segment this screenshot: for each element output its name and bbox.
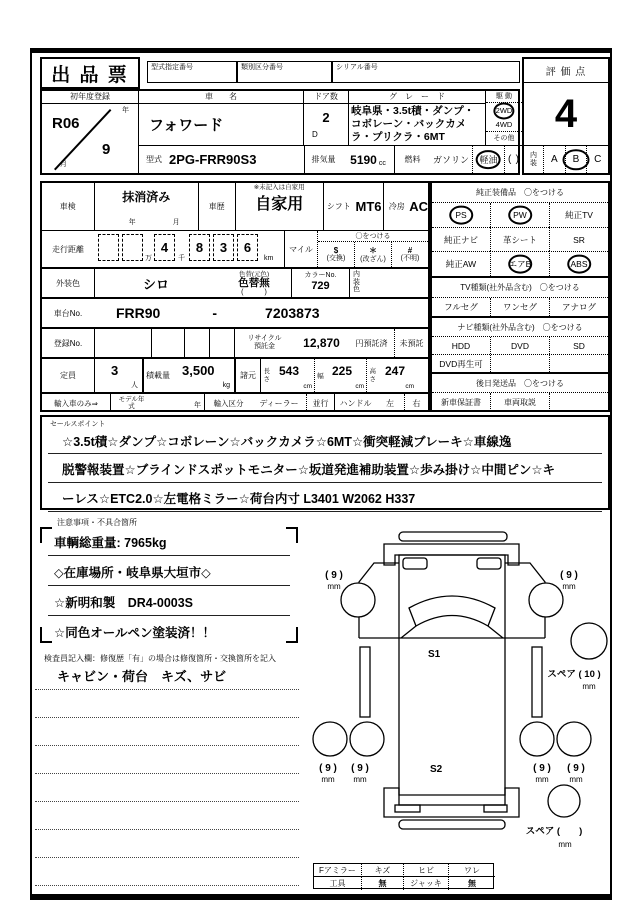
notes-line-3: ☆新明和製 DR4-0003S xyxy=(48,586,290,616)
notes-line-2: ◇在庫場所・岐阜県大垣市◇ xyxy=(48,556,290,586)
rail-left xyxy=(360,647,370,717)
entry-line xyxy=(35,717,299,718)
detail-table xyxy=(40,181,430,412)
spec-label: 諸元 xyxy=(240,371,256,380)
equipment-title: 純正装備品 〇をつける xyxy=(476,188,564,197)
class-division-box xyxy=(237,61,332,83)
cab-cutout-right xyxy=(477,558,501,569)
rear-bumper xyxy=(384,788,519,817)
serial-number-label: シリアル番号 xyxy=(336,64,378,71)
mileage-man-unit: 万 xyxy=(145,255,152,263)
sales-line-2: 脱警報装置☆ブラインドスポットモニター☆坂道発進補助装置☆歩み掛け☆中間ピン☆キ xyxy=(48,454,602,483)
equip-tv: 純正TV xyxy=(565,210,593,220)
front-bar xyxy=(399,532,507,541)
grade-value: 岐阜県・3.5t積・ダンプ・コボレーン・バックカメラ・プリクラ・6MT xyxy=(351,105,475,144)
sales-line-1: ☆3.5t積☆ダンプ☆コボレーン☆バックカメラ☆6MT☆衝突軽減ブレーキ☆車線逸 xyxy=(48,429,602,454)
length-label: 長さ xyxy=(263,368,270,383)
fuel-gasoline: ガソリン xyxy=(432,155,469,165)
notes-title: 注意事項・不具合箇所 xyxy=(57,518,137,527)
mark-exchange-symbol: $ xyxy=(333,246,339,256)
doors-label: ドア数 xyxy=(304,91,348,104)
load-label: 積載量 xyxy=(146,371,170,380)
drive-label: 駆 動 xyxy=(486,91,522,103)
model-year-unit: 年 xyxy=(194,402,201,410)
capacity-unit: 人 xyxy=(131,382,138,390)
entry-line xyxy=(35,801,299,802)
import-dealer: ディーラー xyxy=(259,398,299,408)
import-parallel: 並行 xyxy=(312,398,329,408)
main-info-table xyxy=(40,89,520,175)
rear-bar xyxy=(399,820,505,829)
section-s1-label: S1 xyxy=(428,649,441,660)
sheet-title-box xyxy=(40,57,140,89)
cab-cutout-left xyxy=(403,558,427,569)
height-value: 247 xyxy=(385,364,406,378)
length-cm: cm xyxy=(303,383,312,390)
mark-tamper-symbol: ＊ xyxy=(369,246,377,256)
chassis-dash: - xyxy=(212,305,218,321)
model-year-label: モデル年式 xyxy=(118,395,145,410)
load-unit: kg xyxy=(222,382,230,390)
regno-box xyxy=(94,329,151,357)
fuel-label: 燃料 xyxy=(404,155,421,164)
tread-rear-right-outer-mm: mm xyxy=(569,775,583,784)
entry-line xyxy=(35,857,299,858)
displacement-unit: cc xyxy=(378,159,386,167)
regno-label: 登録No. xyxy=(53,338,83,348)
model-code-label: 型式 xyxy=(146,155,162,164)
shaken-label: 車検 xyxy=(59,202,76,211)
recycle-label-1: リサイクル xyxy=(247,335,282,343)
equipment-block xyxy=(432,183,608,276)
tread-front-left-mm: mm xyxy=(327,582,341,591)
width-value: 225 xyxy=(332,364,353,378)
spare-tire-2 xyxy=(548,785,580,817)
history-label: 車歴 xyxy=(208,202,225,211)
color-row xyxy=(42,267,428,297)
mileage-km-unit: km xyxy=(264,255,274,263)
tread-rear-left-inner: ( 9 ) xyxy=(351,763,369,774)
load-value: 3,500 xyxy=(182,363,215,378)
capacity-value: 3 xyxy=(111,363,119,378)
color-change-label: 色替(元色) xyxy=(238,271,270,278)
grade-label: グ レ ー ド xyxy=(349,91,485,104)
mark-tamper-note: (改ざん) xyxy=(360,256,386,264)
doors-cell xyxy=(304,91,349,145)
circle-instruction: 〇をつける xyxy=(318,231,428,242)
model-designation-label: 型式指定番号 xyxy=(151,64,193,71)
entry-line xyxy=(35,773,299,774)
mileage-digit-box: 6 xyxy=(237,234,258,261)
capacity-label: 定員 xyxy=(60,371,76,380)
tv-analog: アナログ xyxy=(561,302,596,312)
mileage-sen-unit: 千 xyxy=(178,255,185,263)
f-mirror-crack: ヒビ xyxy=(418,865,434,875)
tool-none: 無 xyxy=(378,879,387,888)
mileage-digit-box: 4 xyxy=(154,234,175,261)
notes-line-1: 車輌総重量: 7965kg xyxy=(48,527,290,556)
wheel-front-left xyxy=(341,583,375,617)
navi-hdd: HDD xyxy=(451,340,471,351)
doors-sub: D xyxy=(312,130,318,139)
interior-color-label: 内装色 xyxy=(353,271,360,294)
height-cm: cm xyxy=(405,383,414,390)
truck-top-view-diagram xyxy=(302,508,614,860)
height-label: 高さ xyxy=(369,368,376,383)
options-column xyxy=(430,181,610,412)
fuel-paren-open: ( xyxy=(508,154,512,165)
navi-sd: SD xyxy=(573,340,585,351)
mileage-digit-box: 3 xyxy=(213,234,234,261)
exterior-color-label: 外装色 xyxy=(56,278,80,288)
regno-box xyxy=(151,329,184,357)
interior-grade-label: 内装 xyxy=(530,151,537,167)
f-mirror-scratch: キズ xyxy=(374,865,391,875)
ship-warranty: 新車保証書 xyxy=(441,397,481,407)
displacement-label: 排気量 xyxy=(311,155,336,164)
tread-front-right: ( 9 ) xyxy=(560,570,578,581)
shaken-month-unit: 月 xyxy=(172,219,180,227)
mark-exchange-note: (交換) xyxy=(326,255,346,263)
wheel-front-right xyxy=(529,583,563,617)
shift-label: シフト xyxy=(326,202,351,211)
spare-1-mm: mm xyxy=(582,682,596,691)
tv-fullseg: フルセグ xyxy=(444,302,478,312)
tv-oneseg: ワンセグ xyxy=(502,302,537,312)
color-no-value: 729 xyxy=(311,280,330,292)
inspector-entry: キャビン・荷台 キズ、サビ xyxy=(57,669,227,684)
chassis-number: 7203873 xyxy=(265,305,320,321)
spare-tire-1 xyxy=(571,623,607,659)
length-value: 543 xyxy=(279,364,300,378)
navi-title: ナビ種類(社外品含む) 〇をつける xyxy=(457,322,583,332)
notes-box xyxy=(40,527,298,643)
chassis-prefix: FRR90 xyxy=(116,305,161,321)
history-note: ※未記入は自家用 xyxy=(253,184,305,191)
shipping-title: 後日発送品 〇をつける xyxy=(476,378,564,388)
vehicle-name: フォワード xyxy=(149,117,224,134)
drive-2wd: 2WD xyxy=(495,106,513,115)
mirror-tool-table xyxy=(313,863,494,889)
mile-marks xyxy=(317,231,428,267)
tread-front-left: ( 9 ) xyxy=(325,570,343,581)
entry-line xyxy=(35,885,299,886)
color-no-label: カラーNo. xyxy=(304,272,337,279)
cool-value: AC xyxy=(409,199,428,214)
vehicle-name-cell xyxy=(139,91,304,145)
handle-left: 左 xyxy=(386,398,394,408)
displacement-value: 5190 xyxy=(350,152,377,167)
wheel-rear-left-outer xyxy=(313,722,347,756)
navi-block xyxy=(432,316,608,372)
interior-grade-a: A xyxy=(551,154,558,165)
navi-dvd: DVD xyxy=(511,340,529,351)
entry-line xyxy=(35,829,299,830)
regno-box xyxy=(209,329,234,357)
equip-airbag: エアB xyxy=(508,259,532,269)
shift-value: MT6 xyxy=(355,199,382,214)
spare-1-label: スペア ( 10 ) xyxy=(547,669,601,680)
fuel-diesel: 軽油 xyxy=(479,155,498,165)
tool-label: 工具 xyxy=(329,879,346,888)
sheet-title: 出 品 票 xyxy=(51,64,129,86)
equip-abs: ABS xyxy=(570,259,588,269)
f-mirror-label: Fアミラー xyxy=(319,865,356,875)
equip-ps: PS xyxy=(455,210,467,220)
shaken-value: 抹消済み xyxy=(122,190,171,204)
reg-era-year: R06 xyxy=(52,115,80,132)
rear-step-left xyxy=(395,805,420,812)
recycle-deposited: 円預託済 xyxy=(355,338,388,348)
jack-label: ジャッキ xyxy=(410,879,442,888)
inspector-title: 検査員記入欄：修復歴「有」の場合は修復箇所・交換箇所を記入 xyxy=(44,654,276,663)
mileage-row xyxy=(42,230,428,267)
color-change-value: 色替無 xyxy=(238,277,270,289)
color-change-paren: ( ) xyxy=(241,288,267,296)
history-value: 自家用 xyxy=(255,196,304,214)
serial-number-box xyxy=(332,61,520,83)
tread-rear-left-outer: ( 9 ) xyxy=(319,763,337,774)
reg-month: 9 xyxy=(102,141,111,158)
import-only-label: 輸入車のみ⇒ xyxy=(54,398,98,408)
sales-points-box xyxy=(40,415,610,510)
doors-value: 2 xyxy=(322,109,330,125)
equip-navi: 純正ナビ xyxy=(443,234,478,245)
equip-aw: 純正AW xyxy=(445,259,477,269)
recycle-value: 12,870 xyxy=(303,336,340,350)
rating-score: 4 xyxy=(554,91,578,136)
model-code-row xyxy=(139,145,522,173)
mileage-digit-box xyxy=(122,234,143,261)
fuel-paren-close: ) xyxy=(515,154,519,165)
import-row xyxy=(42,392,428,412)
recycle-not-deposited: 未預託 xyxy=(399,338,424,348)
mark-unknown-symbol: # xyxy=(407,246,413,256)
rear-step-right xyxy=(484,805,507,812)
entry-line xyxy=(35,745,299,746)
interior-grade-b: B xyxy=(572,154,580,165)
jack-none: 無 xyxy=(468,879,476,888)
f-mirror-break: ワレ xyxy=(464,865,480,875)
equip-sr: SR xyxy=(573,234,585,245)
windshield xyxy=(409,596,495,626)
reg-year-unit: 年 xyxy=(122,107,129,114)
grade-cell xyxy=(349,91,486,145)
tread-front-right-mm: mm xyxy=(562,582,576,591)
handle-right: 右 xyxy=(412,398,421,408)
rail-right xyxy=(532,647,542,717)
navi-dvd-play: DVD再生可 xyxy=(439,358,483,369)
tread-rear-left-inner-mm: mm xyxy=(353,775,367,784)
equip-pw: PW xyxy=(513,210,527,220)
mark-unknown-note: (不明) xyxy=(400,255,420,263)
model-designation-box xyxy=(147,61,237,83)
width-cm: cm xyxy=(355,383,364,390)
mileage-label: 走行距離 xyxy=(52,244,84,254)
spare-2-mm: mm xyxy=(558,840,572,849)
sales-points-title: セールスポイント xyxy=(50,421,106,428)
section-s2-label: S2 xyxy=(430,764,443,775)
exterior-color-value: シロ xyxy=(142,276,169,292)
drive-4wd: 4WD xyxy=(495,120,513,129)
recycle-label-2: 預託金 xyxy=(254,343,275,350)
wheel-rear-right-outer xyxy=(557,722,591,756)
ship-manual: 車両取説 xyxy=(504,397,536,407)
mileage-digit-box xyxy=(98,234,119,261)
model-code: 2PG-FRR90S3 xyxy=(169,152,257,167)
truck-body xyxy=(399,555,505,805)
handle-label: ハンドル xyxy=(339,398,372,408)
rating-title: 評 価 点 xyxy=(545,67,587,78)
shipping-block xyxy=(432,372,608,411)
mileage-digit-box: 8 xyxy=(189,234,210,261)
capacity-row xyxy=(42,357,428,392)
import-division-label: 輸入区分 xyxy=(213,398,244,408)
regno-box xyxy=(184,329,209,357)
vehicle-name-label: 車 名 xyxy=(139,91,303,104)
wheel-rear-left-inner xyxy=(350,722,384,756)
tread-rear-right-inner-mm: mm xyxy=(535,775,549,784)
rating-box xyxy=(522,57,610,175)
equip-leather: 革シート xyxy=(502,234,537,245)
tread-rear-left-outer-mm: mm xyxy=(321,775,335,784)
regno-row xyxy=(42,327,428,357)
tread-rear-right-outer: ( 9 ) xyxy=(567,763,585,774)
entry-line xyxy=(35,689,299,690)
cool-label: 冷房 xyxy=(388,202,405,211)
first-registration-label: 初年度登録 xyxy=(42,91,138,104)
sales-line-3: ーレス☆ETC2.0☆左電格ミラー☆荷台内寸 L3401 W2062 H337 xyxy=(48,483,602,512)
chassis-row xyxy=(42,297,428,327)
drive-other: その他 xyxy=(493,135,515,142)
spare-2-label: スペア ( ) xyxy=(525,826,583,837)
drive-cell xyxy=(486,91,522,145)
tv-title: TV種類(社外品含む) 〇をつける xyxy=(460,283,580,292)
chassis-label: 車台No. xyxy=(53,308,83,318)
class-division-label: 類別区分番号 xyxy=(241,64,283,71)
wheel-rear-right-inner xyxy=(520,722,554,756)
reg-month-unit: 月 xyxy=(60,161,67,168)
mile-label: マイル xyxy=(289,244,313,254)
inspection-row xyxy=(42,183,428,230)
document-sheet xyxy=(30,48,612,900)
tv-block xyxy=(432,276,608,316)
tread-rear-right-inner: ( 9 ) xyxy=(533,763,551,774)
interior-grade-c: C xyxy=(594,154,602,165)
notes-line-4: ☆同色オールペン塗装済！！ xyxy=(54,626,215,640)
shaken-year-unit: 年 xyxy=(128,219,136,227)
first-registration-cell xyxy=(42,91,139,173)
width-label: 幅 xyxy=(317,373,324,380)
